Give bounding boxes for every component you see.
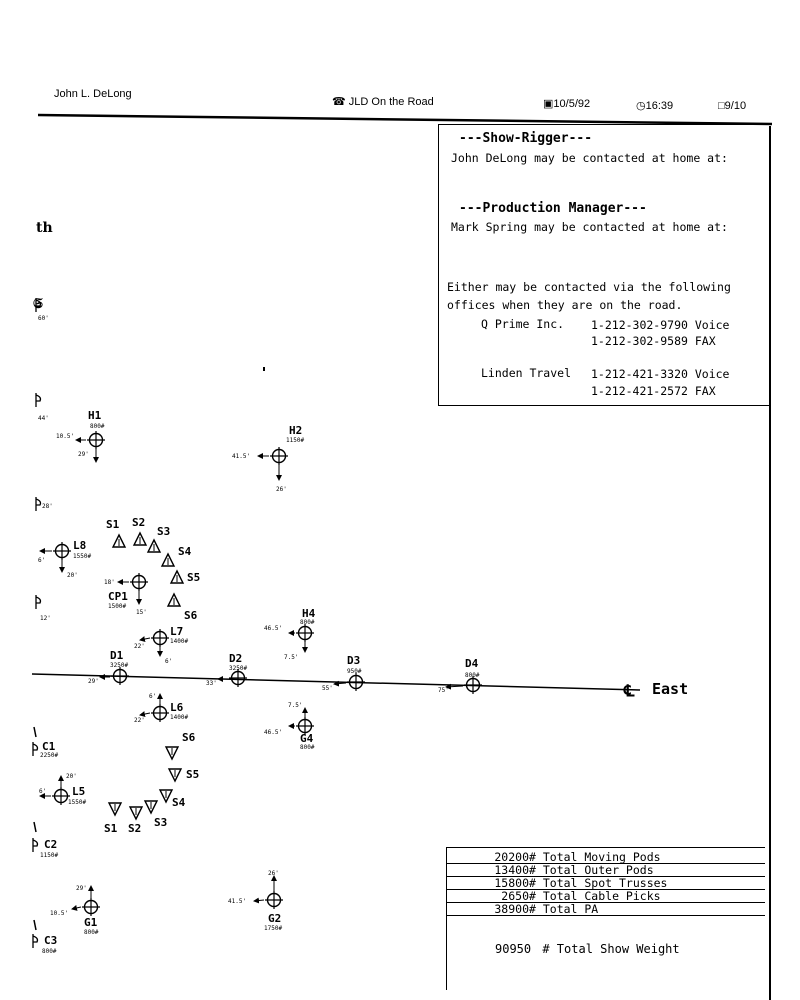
rigger-heading: ---Show-Rigger--- xyxy=(459,131,593,146)
spot-label: S5 xyxy=(187,571,201,584)
pm-heading: ---Production Manager--- xyxy=(459,201,647,216)
rigger-text: John DeLong may be contacted at home at: xyxy=(451,151,728,165)
spot-label: S2 xyxy=(128,822,142,835)
dim-label: 7.5' xyxy=(284,654,299,661)
calendar-icon: ▣ xyxy=(543,98,554,110)
point-H2 xyxy=(232,424,304,493)
flag-icon xyxy=(36,393,41,407)
point-label: L5 xyxy=(72,785,86,798)
point-H1 xyxy=(56,409,105,462)
dim-label: 33' xyxy=(206,680,217,687)
dim-label: 20' xyxy=(66,773,77,780)
point-L5 xyxy=(39,773,86,806)
point-label: D4 xyxy=(465,657,479,670)
point-weight: 1550# xyxy=(68,799,87,806)
phone-icon: ☎ xyxy=(332,96,346,108)
dim-label: 6' xyxy=(165,658,173,665)
dim-label: 6' xyxy=(149,693,157,700)
header-name: John L. DeLong xyxy=(54,88,132,100)
point-C2 xyxy=(33,822,58,859)
dim-label: 6' xyxy=(38,557,46,564)
margin-dim: 60' xyxy=(38,315,49,322)
point-label: H1 xyxy=(88,409,102,422)
point-label: D3 xyxy=(347,654,361,667)
totals-row-label: # Total Moving Pods xyxy=(529,850,661,864)
dim-label: 41.5' xyxy=(232,453,251,460)
spot-label: S6 xyxy=(182,731,196,744)
point-weight: 1500# xyxy=(108,603,127,610)
margin-dim: 12' xyxy=(40,615,51,622)
centerline-symbol: ℄ xyxy=(624,681,635,700)
point-weight: 950# xyxy=(347,668,362,675)
side-label: th xyxy=(36,220,53,236)
point-weight: 1400# xyxy=(170,714,189,721)
point-H4 xyxy=(264,607,316,661)
spot-truss-lower-S2 xyxy=(128,807,142,835)
point-C1 xyxy=(33,727,58,759)
point-L6 xyxy=(134,693,188,724)
dim-label: 29' xyxy=(88,678,99,685)
point-label: H4 xyxy=(302,607,316,620)
point-weight: 800# xyxy=(42,948,57,955)
spot-truss-upper-S1 xyxy=(106,518,125,547)
point-weight: 800# xyxy=(300,744,315,751)
office-1-name: Q Prime Inc. xyxy=(481,317,565,331)
dim-label: 22' xyxy=(134,717,145,724)
totals-row-value: 15800 xyxy=(494,876,529,890)
spot-truss-lower-S1 xyxy=(104,803,121,835)
dim-label: 75' xyxy=(438,687,449,694)
point-G1 xyxy=(50,885,100,936)
spot-label: S4 xyxy=(172,796,186,809)
clock-icon: ◷ xyxy=(636,100,646,112)
point-weight: 3250# xyxy=(110,662,129,669)
office-2-voice: 1-212-421-3320 Voice xyxy=(591,367,730,381)
point-label: H2 xyxy=(289,424,303,437)
point-label: C3 xyxy=(44,934,58,947)
spot-label: S2 xyxy=(132,516,146,529)
margin-marker xyxy=(33,296,49,322)
margin-dim: 44' xyxy=(38,415,49,422)
totals-row-label: # Total Spot Trusses xyxy=(529,876,668,890)
pm-text: Mark Spring may be contacted at home at: xyxy=(451,220,728,234)
dim-label: 46.5' xyxy=(264,729,283,736)
point-G2 xyxy=(228,870,283,932)
point-label: D1 xyxy=(110,649,124,662)
point-C3 xyxy=(33,920,57,955)
point-weight: 800# xyxy=(90,423,105,430)
point-weight: 800# xyxy=(84,929,99,936)
totals-row-value: 2650 xyxy=(501,889,529,903)
dim-label: 41.5' xyxy=(228,898,247,905)
point-label: L6 xyxy=(170,701,184,714)
spot-truss-lower-S3 xyxy=(145,801,167,829)
flag-icon xyxy=(36,595,41,609)
point-label: C1 xyxy=(42,740,56,753)
flag-icon xyxy=(33,742,38,756)
dim-label: 10.5' xyxy=(56,433,75,440)
dim-label: 46.5' xyxy=(264,625,283,632)
margin-dim: 28' xyxy=(42,503,53,510)
spot-label: S3 xyxy=(154,816,168,829)
header-page-text: 9/10 xyxy=(724,100,747,112)
point-D2 xyxy=(206,652,247,687)
point-weight: 1150# xyxy=(286,437,305,444)
total-show-weight-value: 90950 xyxy=(495,942,532,956)
point-label: G4 xyxy=(300,732,314,745)
dim-label: 6' xyxy=(39,788,47,795)
totals-row-value: 20200 xyxy=(494,850,529,864)
totals-row-value: 13400 xyxy=(494,863,529,877)
point-D3 xyxy=(322,654,365,692)
point-D1 xyxy=(88,649,129,685)
header-time-text: 16:39 xyxy=(645,100,674,112)
office-1-voice: 1-212-302-9790 Voice xyxy=(591,318,730,332)
totals-row-label: # Total Outer Pods xyxy=(529,863,654,877)
point-label: L8 xyxy=(73,539,87,552)
totals-row-value: 38900 xyxy=(494,902,529,916)
dim-label: 55' xyxy=(322,685,333,692)
spot-truss-lower-S6 xyxy=(166,731,196,759)
point-L7 xyxy=(134,625,188,665)
totals-row-label: # Total Cable Picks xyxy=(529,889,661,903)
spot-truss-upper-S2 xyxy=(132,516,146,545)
dim-label: 22' xyxy=(134,643,145,650)
spot-label: S4 xyxy=(178,545,192,558)
header-title-text: JLD On the Road xyxy=(348,96,434,108)
spot-label: S3 xyxy=(157,525,171,538)
dim-label: 26' xyxy=(276,486,287,493)
point-weight: 800# xyxy=(465,672,480,679)
either-line1: Either may be contacted via the following xyxy=(447,280,731,294)
point-label: D2 xyxy=(229,652,243,665)
office-2-name: Linden Travel xyxy=(481,366,572,380)
office-2-fax: 1-212-421-2572 FAX xyxy=(591,384,716,398)
spot-truss-lower-S4 xyxy=(160,790,186,809)
point-weight: 1550# xyxy=(73,553,92,560)
margin-marker xyxy=(36,497,53,511)
margin-marker xyxy=(36,595,51,622)
spot-label: S5 xyxy=(186,768,200,781)
flag-icon: 𝔖 xyxy=(33,296,43,312)
header-date-text: 10/5/92 xyxy=(553,98,591,110)
either-line2: offices when they are on the road. xyxy=(447,298,683,312)
spot-label: S1 xyxy=(106,518,120,531)
spot-truss-lower-S5 xyxy=(169,768,199,781)
point-weight: 1400# xyxy=(170,638,189,645)
point-label: CP1 xyxy=(108,590,128,603)
dim-label: 20' xyxy=(67,572,78,579)
office-1-fax: 1-212-302-9589 FAX xyxy=(591,334,716,348)
flag-icon xyxy=(33,934,38,948)
dim-label: 29' xyxy=(76,885,87,892)
flag-icon xyxy=(33,838,38,852)
spot-label: S1 xyxy=(104,822,118,835)
spot-label: S6 xyxy=(184,609,198,622)
dim-label: 18' xyxy=(104,579,115,586)
spot-truss-upper-S5 xyxy=(171,571,200,584)
point-weight: 1150# xyxy=(40,852,59,859)
point-label: G1 xyxy=(84,916,98,929)
dim-label: 26' xyxy=(268,870,279,877)
dim-label: 7.5' xyxy=(288,702,303,709)
point-label: G2 xyxy=(268,912,282,925)
spot-truss-upper-S6 xyxy=(168,594,198,622)
dim-label: 15' xyxy=(136,609,147,616)
point-weight: 3250# xyxy=(229,665,248,672)
spot-truss-upper-S3 xyxy=(148,525,170,552)
dim-label: 10.5' xyxy=(50,910,69,917)
point-D4 xyxy=(438,657,482,694)
flag-icon xyxy=(36,497,41,511)
east-label: East xyxy=(652,680,689,698)
point-weight: 800# xyxy=(300,619,315,626)
point-label: L7 xyxy=(170,625,184,638)
dim-label: 29' xyxy=(78,451,89,458)
margin-marker xyxy=(36,393,49,422)
spot-truss-upper-S4 xyxy=(162,545,192,566)
total-show-weight-label: # Total Show Weight xyxy=(542,942,680,956)
page-icon: □ xyxy=(718,100,725,112)
totals-row-label: # Total PA xyxy=(529,902,599,916)
point-weight: 1750# xyxy=(264,925,283,932)
point-G4 xyxy=(264,702,315,751)
point-weight: 2250# xyxy=(40,752,59,759)
point-label: C2 xyxy=(44,838,58,851)
point-L8 xyxy=(38,539,91,579)
point-CP1 xyxy=(104,573,148,616)
header-rule xyxy=(38,115,772,124)
